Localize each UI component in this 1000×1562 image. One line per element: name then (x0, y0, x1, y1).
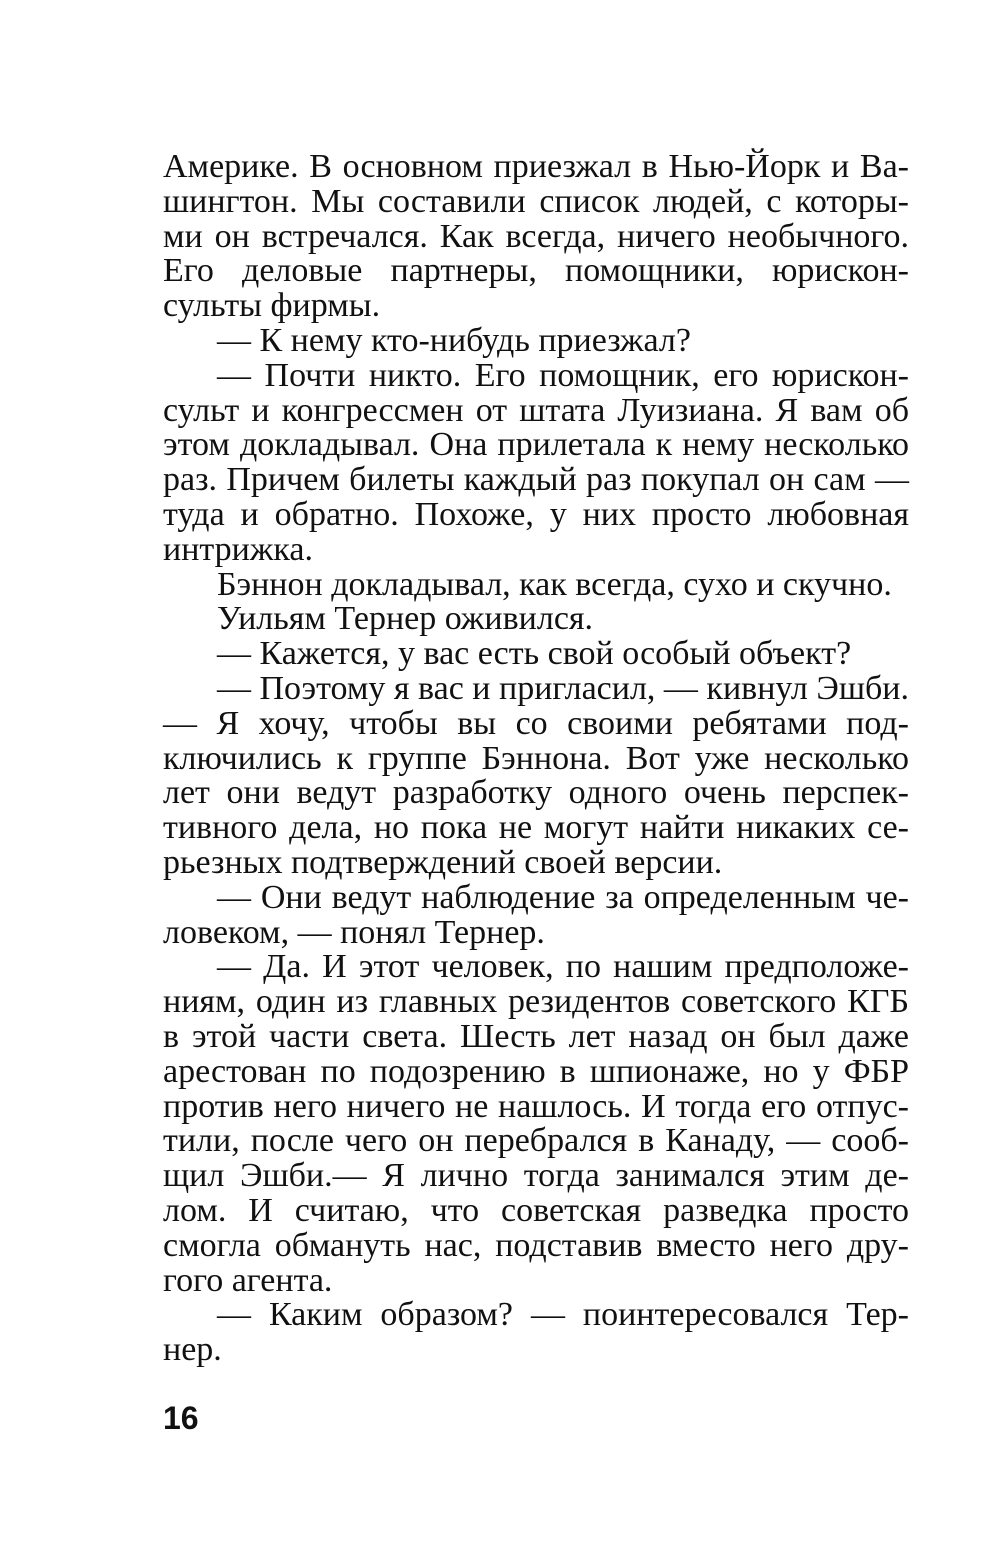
page-number: 16 (163, 1400, 199, 1436)
text-line: лет они ведут разработку одного очень перспек- (163, 774, 909, 812)
text-line: рьезных подтверждений своей версии. (163, 843, 723, 881)
text-line: ниям, один из главных резидентов советского КГБ (163, 983, 909, 1021)
text-line: против него ничего не нашлось. И тогда его отпус- (163, 1087, 909, 1125)
text-line: сульт и конгрессмен от штата Луизиана. Я вам об (163, 391, 909, 429)
text-line: нер. (163, 1331, 222, 1369)
text-line: сульты фирмы. (163, 287, 381, 325)
text-line: Его деловые партнеры, помощники, юрискон- (163, 252, 909, 290)
text-line: ловеком, — понял Тернер. (163, 913, 545, 951)
text-line: туда и обратно. Похоже, у них просто любовная (163, 495, 909, 533)
text-line: — К нему кто-нибудь приезжал? (217, 321, 691, 359)
text-line: шингтон. Мы составили список людей, с которы- (163, 182, 909, 220)
text-line: Бэннон докладывал, как всегда, сухо и скучно. (217, 565, 892, 603)
text-line: ми он встречался. Как всегда, ничего необычного. (163, 217, 909, 255)
text-line: — Я хочу, чтобы вы со своими ребятами под- (163, 704, 909, 742)
text-line: — Кажется, у вас есть свой особый объект? (217, 635, 852, 673)
text-line: — Поэтому я вас и пригласил, — кивнул Эшби. (217, 669, 909, 707)
text-line: этом докладывал. Она прилетала к нему несколько (163, 426, 909, 464)
text-line: Америке. В основном приезжал в Нью-Йорк и Ва- (163, 148, 909, 185)
text-line: щил Эшби.— Я лично тогда занимался этим де- (163, 1157, 909, 1195)
text-line: в этой части света. Шесть лет назад он был даже (163, 1017, 909, 1055)
text-line: раз. Причем билеты каждый раз покупал он сам — (163, 461, 909, 499)
body-text (163, 150, 909, 1368)
text-line: гого агента. (163, 1261, 333, 1299)
text-line: лом. И считаю, что советская разведка просто (163, 1191, 909, 1229)
text-line: смогла обмануть нас, подставив вместо него дру- (163, 1226, 909, 1264)
text-line: — Они ведут наблюдение за определенным че- (217, 878, 909, 916)
text-line: — Каким образом? — поинтересовался Тер- (217, 1296, 909, 1334)
text-line: тивного дела, но пока не могут найти никаких се- (163, 809, 909, 847)
text-line: ключились к группе Бэннона. Вот уже несколько (163, 739, 909, 777)
text-line: арестован по подозрению в шпионаже, но у ФБР (163, 1052, 909, 1090)
text-line: тили, после чего он перебрался в Канаду, — сооб- (163, 1122, 909, 1160)
text-line: — Да. И этот человек, по нашим предположе- (217, 948, 909, 986)
text-line: — Почти никто. Его помощник, его юрискон- (217, 356, 909, 394)
text-line: интрижка. (163, 530, 313, 568)
text-line: Уильям Тернер оживился. (217, 600, 594, 638)
